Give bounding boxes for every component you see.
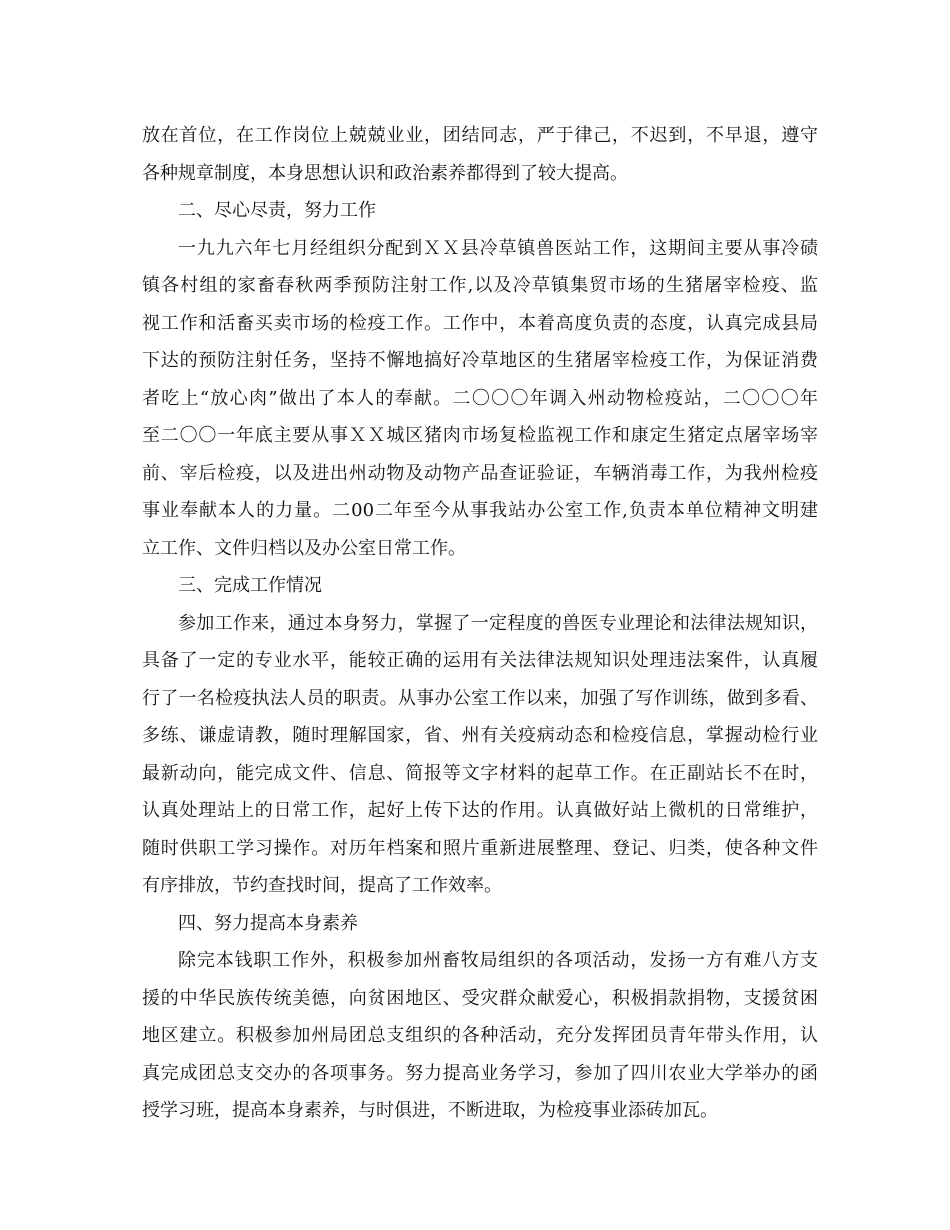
section-heading-text: 四、努力提高本身素养 <box>178 912 358 934</box>
paragraph <box>142 117 818 192</box>
text-line: 授学习班，提高本身素养，与时俱进，不断进取，为检疫事业添砖加瓦。 <box>142 1100 718 1121</box>
text-line: 最新动向，能完成文件、信息、简报等文字材料的起草工作。在正副站长不在时， <box>142 762 818 784</box>
document-body <box>142 117 818 1130</box>
text-line: 随时供职工学习操作。对历年档案和照片重新进展整理、登记、归类，使各种文件 <box>142 837 818 859</box>
text-line: 镇各村组的家畜春秋两季预防注射工作,以及冷草镇集贸市场的生猪屠宰检疫、监 <box>142 275 818 296</box>
text-line: 地区建立。积极参加州局团总支组织的各种活动，充分发挥团员青年带头作用，认 <box>142 1025 818 1046</box>
section-heading <box>142 567 818 605</box>
text-line: 除完本钱职工作外，积极参加州畜牧局组织的各项活动，发扬一方有难八方支 <box>178 950 818 971</box>
text-line: 真完成团总支交办的各项事务。努力提高业务学习，参加了四川农业大学举办的函 <box>142 1062 818 1084</box>
text-line: 下达的预防注射任务，坚持不懈地搞好冷草地区的生猪屠宰检疫工作，为保证消费 <box>142 350 818 371</box>
paragraph <box>142 230 818 568</box>
text-line: 各种规章制度，本身思想认识和政治素养都得到了较大提高。 <box>142 162 628 184</box>
section-heading <box>142 192 818 230</box>
section-heading-text: 三、完成工作情况 <box>178 575 322 596</box>
text-line: 视工作和活畜买卖市场的检疫工作。工作中，本着高度负责的态度，认真完成县局 <box>142 312 818 334</box>
text-line: 多练、谦虚请教，随时理解国家，省、州有关疫病动态和检疫信息，掌握动检行业 <box>142 725 818 746</box>
text-line: 具备了一定的专业水平，能较正确的运用有关法律法规知识处理违法案件，认真履 <box>142 650 818 671</box>
text-line: 立工作、文件归档以及办公室日常工作。 <box>142 537 466 559</box>
text-line: 援的中华民族传统美德，向贫困地区、受灾群众献爱心，积极捐款捐物，支援贫困 <box>142 987 818 1009</box>
text-line: 事业奉献本人的力量。二00二年至今从事我站办公室工作,负责本单位精神文明建 <box>142 500 818 521</box>
text-line: 有序排放，节约查找时间，提高了工作效率。 <box>142 875 502 896</box>
text-line: 一九九六年七月经组织分配到ＸＸ县冷草镇兽医站工作，这期间主要从事冷碛 <box>178 237 818 259</box>
text-line: 行了一名检疫执法人员的职责。从事办公室工作以来，加强了写作训练，做到多看、 <box>142 687 818 709</box>
text-line: 前、宰后检疫，以及进出州动物及动物产品查证验证，车辆消毒工作，为我州检疫 <box>142 462 818 484</box>
text-line: 至二〇〇一年底主要从事ＸＸ城区猪肉市场复检监视工作和康定生猪定点屠宰场宰 <box>142 425 818 446</box>
paragraph <box>142 605 818 905</box>
text-line: 认真处理站上的日常工作，起好上传下达的作用。认真做好站上微机的日常维护， <box>142 800 818 821</box>
section-heading-text: 二、尽心尽责，努力工作 <box>178 200 376 221</box>
text-line: 参加工作来，通过本身努力，掌握了一定程度的兽医专业理论和法律法规知识， <box>178 612 818 634</box>
paragraph <box>142 942 818 1130</box>
section-heading <box>142 905 818 943</box>
text-line: 放在首位，在工作岗位上兢兢业业，团结同志，严于律己，不迟到，不早退，遵守 <box>142 125 818 146</box>
text-line: 者吃上“放心肉”做出了本人的奉献。二〇〇〇年调入州动物检疫站，二〇〇〇年 <box>142 387 818 409</box>
